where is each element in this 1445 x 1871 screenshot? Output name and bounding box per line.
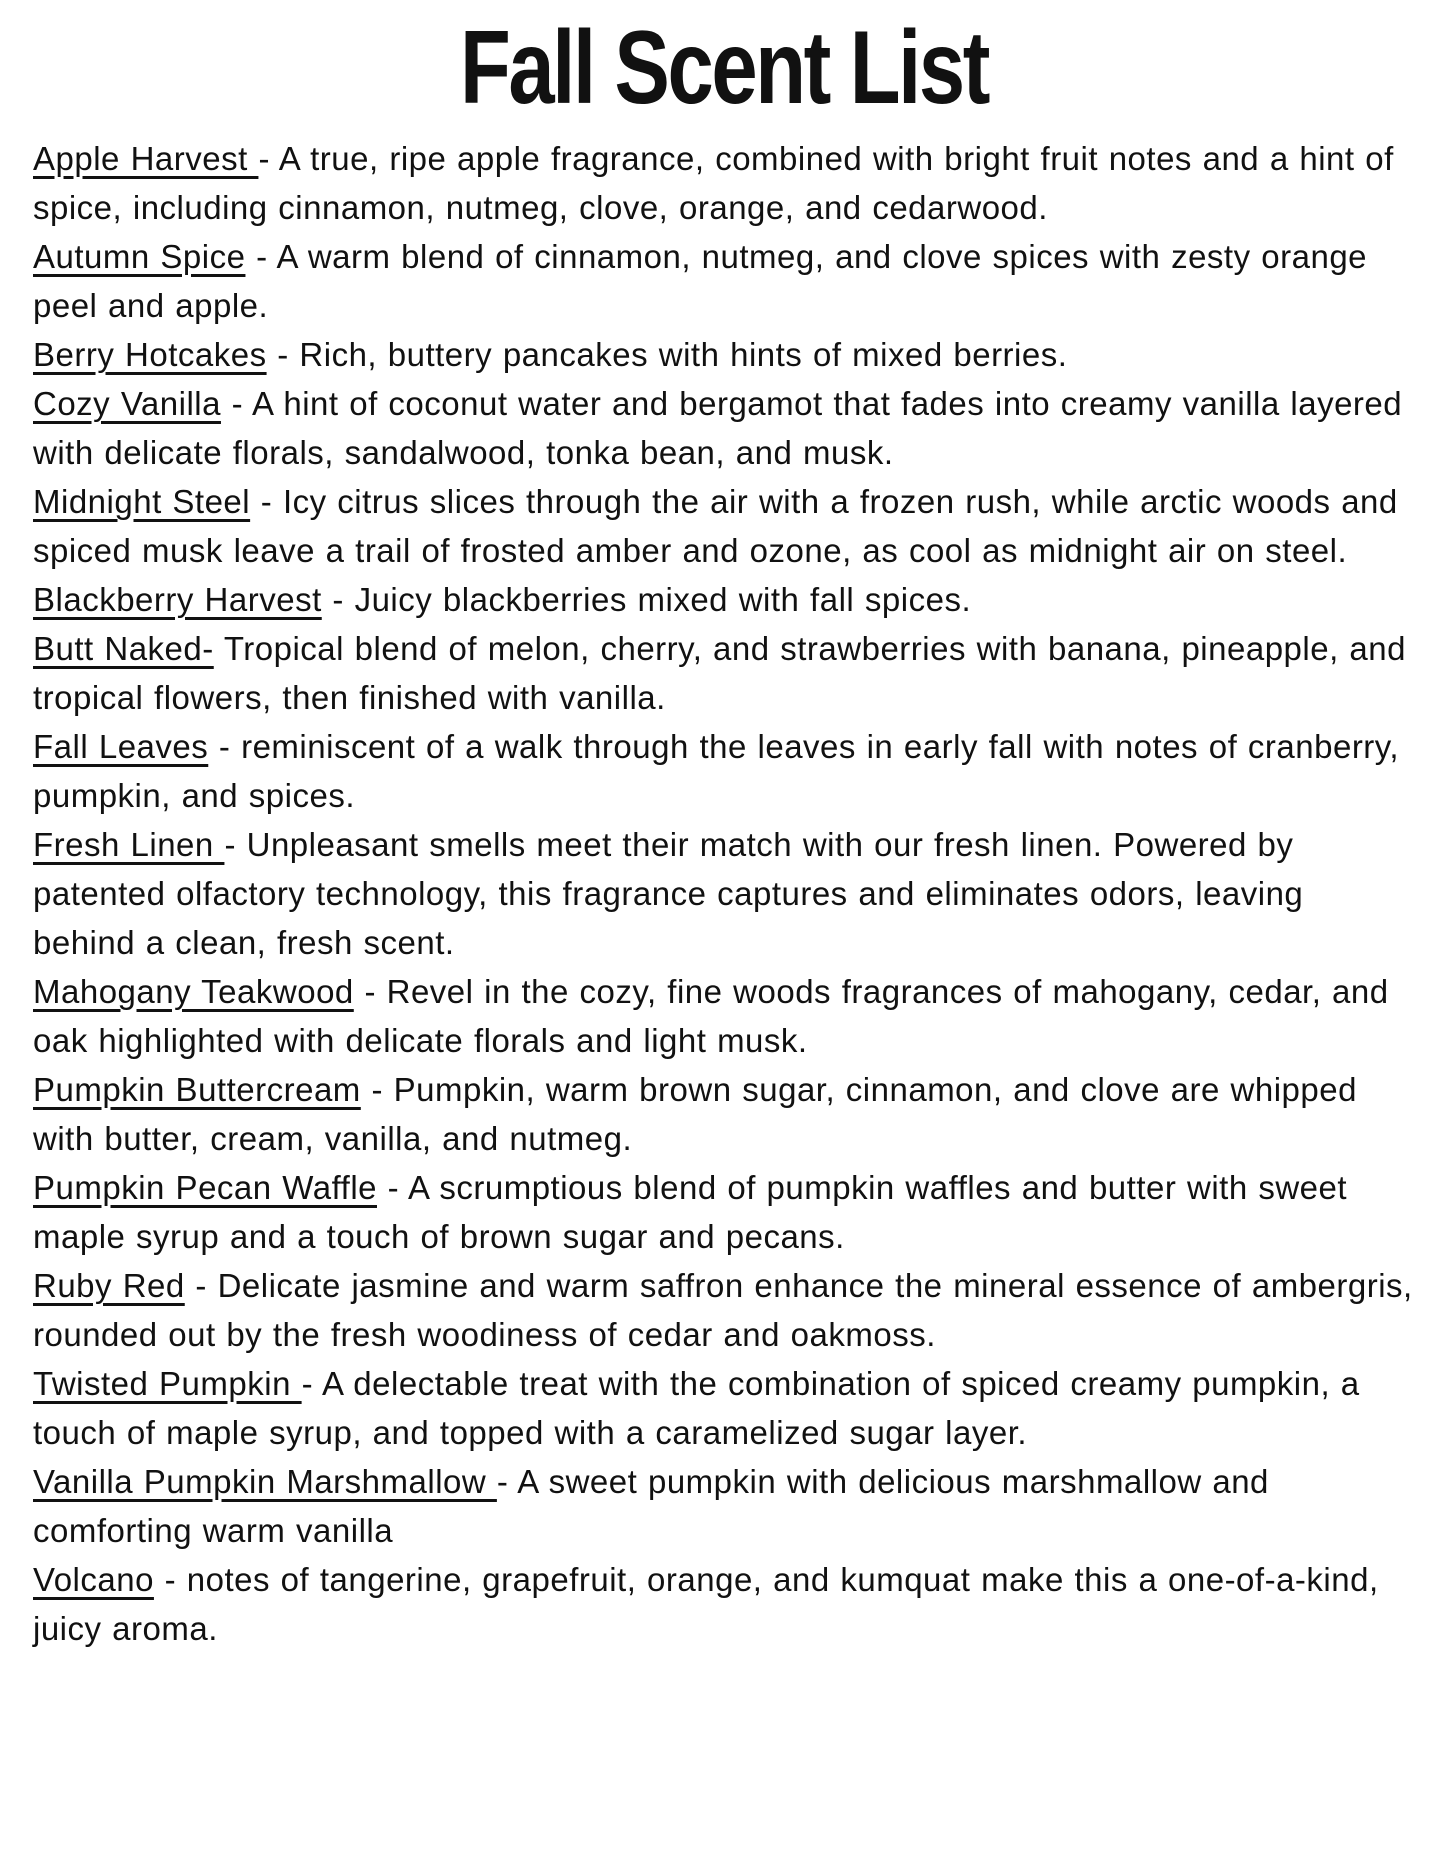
scent-list <box>33 134 1424 1653</box>
scent-description: Rich, buttery pancakes with hints of mixed berries. <box>299 336 1068 373</box>
scent-name: Butt Naked- <box>33 630 214 667</box>
scent-entry <box>33 1359 1415 1457</box>
scent-separator: - <box>224 826 247 863</box>
scent-separator: - <box>250 483 283 520</box>
scent-description: Revel in the cozy, fine woods fragrances of mahogany, cedar, and oak highlighted with delicate florals and light musk. <box>33 973 1400 1059</box>
scent-name: Vanilla Pumpkin Marshmallow <box>33 1463 497 1500</box>
scent-description: Icy citrus slices through the air with a frozen rush, while arctic woods and spiced musk leave a trail of frosted amber and ozone, as cool as midnight air on steel. <box>33 483 1409 569</box>
scent-description: A scrumptious blend of pumpkin waffles and butter with sweet maple syrup and a touch of brown sugar and pecans. <box>33 1169 1358 1255</box>
scent-entry <box>33 232 1415 330</box>
scent-separator: - <box>377 1169 409 1206</box>
scent-name: Autumn Spice <box>33 238 246 275</box>
scent-name: Apple Harvest <box>33 140 259 177</box>
scent-entry <box>33 1457 1415 1555</box>
scent-entry <box>33 722 1415 820</box>
scent-entry <box>33 967 1415 1065</box>
scent-separator: - <box>245 238 277 275</box>
scent-description: A sweet pumpkin with delicious marshmallow and comforting warm vanilla <box>33 1463 1280 1549</box>
scent-separator: - <box>208 728 242 765</box>
scent-description: A hint of coconut water and bergamot that fades into creamy vanilla layered with delicate florals, sandalwood, tonka bean, and musk. <box>33 385 1413 471</box>
scent-description: A warm blend of cinnamon, nutmeg, and clove spices with zesty orange peel and apple. <box>33 238 1378 324</box>
scent-entry <box>33 1261 1424 1359</box>
scent-entry <box>33 330 1415 379</box>
scent-separator <box>214 630 224 667</box>
scent-separator: - <box>266 336 300 373</box>
scent-description: Unpleasant smells meet their match with our fresh linen. Powered by patented olfactory technology, this fragrance captures and eliminates odors, leaving behind a clean, fresh scent. <box>33 826 1314 961</box>
scent-description: Juicy blackberries mixed with fall spices. <box>354 581 972 618</box>
scent-description: Pumpkin, warm brown sugar, cinnamon, and clove are whipped with butter, cream, vanilla, and nutmeg. <box>33 1071 1368 1157</box>
scent-separator: - <box>496 1463 518 1500</box>
page-title: Fall Scent List <box>459 10 989 126</box>
scent-name: Twisted Pumpkin <box>33 1365 302 1402</box>
scent-name: Pumpkin Buttercream <box>33 1071 361 1108</box>
scent-entry <box>33 624 1415 722</box>
scent-name: Midnight Steel <box>33 483 251 520</box>
scent-description: notes of tangerine, grapefruit, orange, and kumquat make this a one-of-a-kind, juicy aroma. <box>33 1561 1390 1647</box>
scent-name: Cozy Vanilla <box>33 385 221 422</box>
scent-name: Mahogany Teakwood <box>33 973 354 1010</box>
scent-entry <box>33 379 1415 477</box>
scent-name: Volcano <box>33 1561 154 1598</box>
scent-separator: - <box>153 1561 187 1598</box>
scent-name: Blackberry Harvest <box>33 581 322 618</box>
scent-name: Berry Hotcakes <box>33 336 267 373</box>
scent-name: Ruby Red <box>33 1267 185 1304</box>
scent-name: Pumpkin Pecan Waffle <box>33 1169 377 1206</box>
scent-entry <box>33 1555 1415 1653</box>
scent-separator: - <box>360 1071 394 1108</box>
scent-separator: - <box>321 581 355 618</box>
scent-description: A delectable treat with the combination of spiced creamy pumpkin, a touch of maple syrup, and topped with a caramelized sugar layer. <box>33 1365 1371 1451</box>
scent-entry <box>33 477 1415 575</box>
scent-separator: - <box>220 385 252 422</box>
scent-description: Delicate jasmine and warm saffron enhance the mineral essence of ambergris, rounded out by the fresh woodiness of cedar and oakmoss. <box>33 1267 1424 1353</box>
scent-entry <box>33 1163 1415 1261</box>
scent-separator: - <box>353 973 387 1010</box>
scent-entry <box>33 134 1415 232</box>
scent-separator: - <box>301 1365 322 1402</box>
scent-description: A true, ripe apple fragrance, combined with bright fruit notes and a hint of spice, including cinnamon, nutmeg, clove, orange, and cedarwood. <box>33 140 1405 226</box>
scent-entry <box>33 1065 1415 1163</box>
scent-entry <box>33 575 1415 624</box>
scent-name: Fresh Linen <box>33 826 225 863</box>
scent-separator: - <box>184 1267 218 1304</box>
scent-description: Tropical blend of melon, cherry, and strawberries with banana, pineapple, and tropical flowers, then finished with vanilla. <box>33 630 1417 716</box>
scent-separator: - <box>258 140 279 177</box>
scent-entry <box>33 820 1415 967</box>
scent-name: Fall Leaves <box>33 728 209 765</box>
scent-description: reminiscent of a walk through the leaves in early fall with notes of cranberry, pumpkin, and spices. <box>33 728 1410 814</box>
